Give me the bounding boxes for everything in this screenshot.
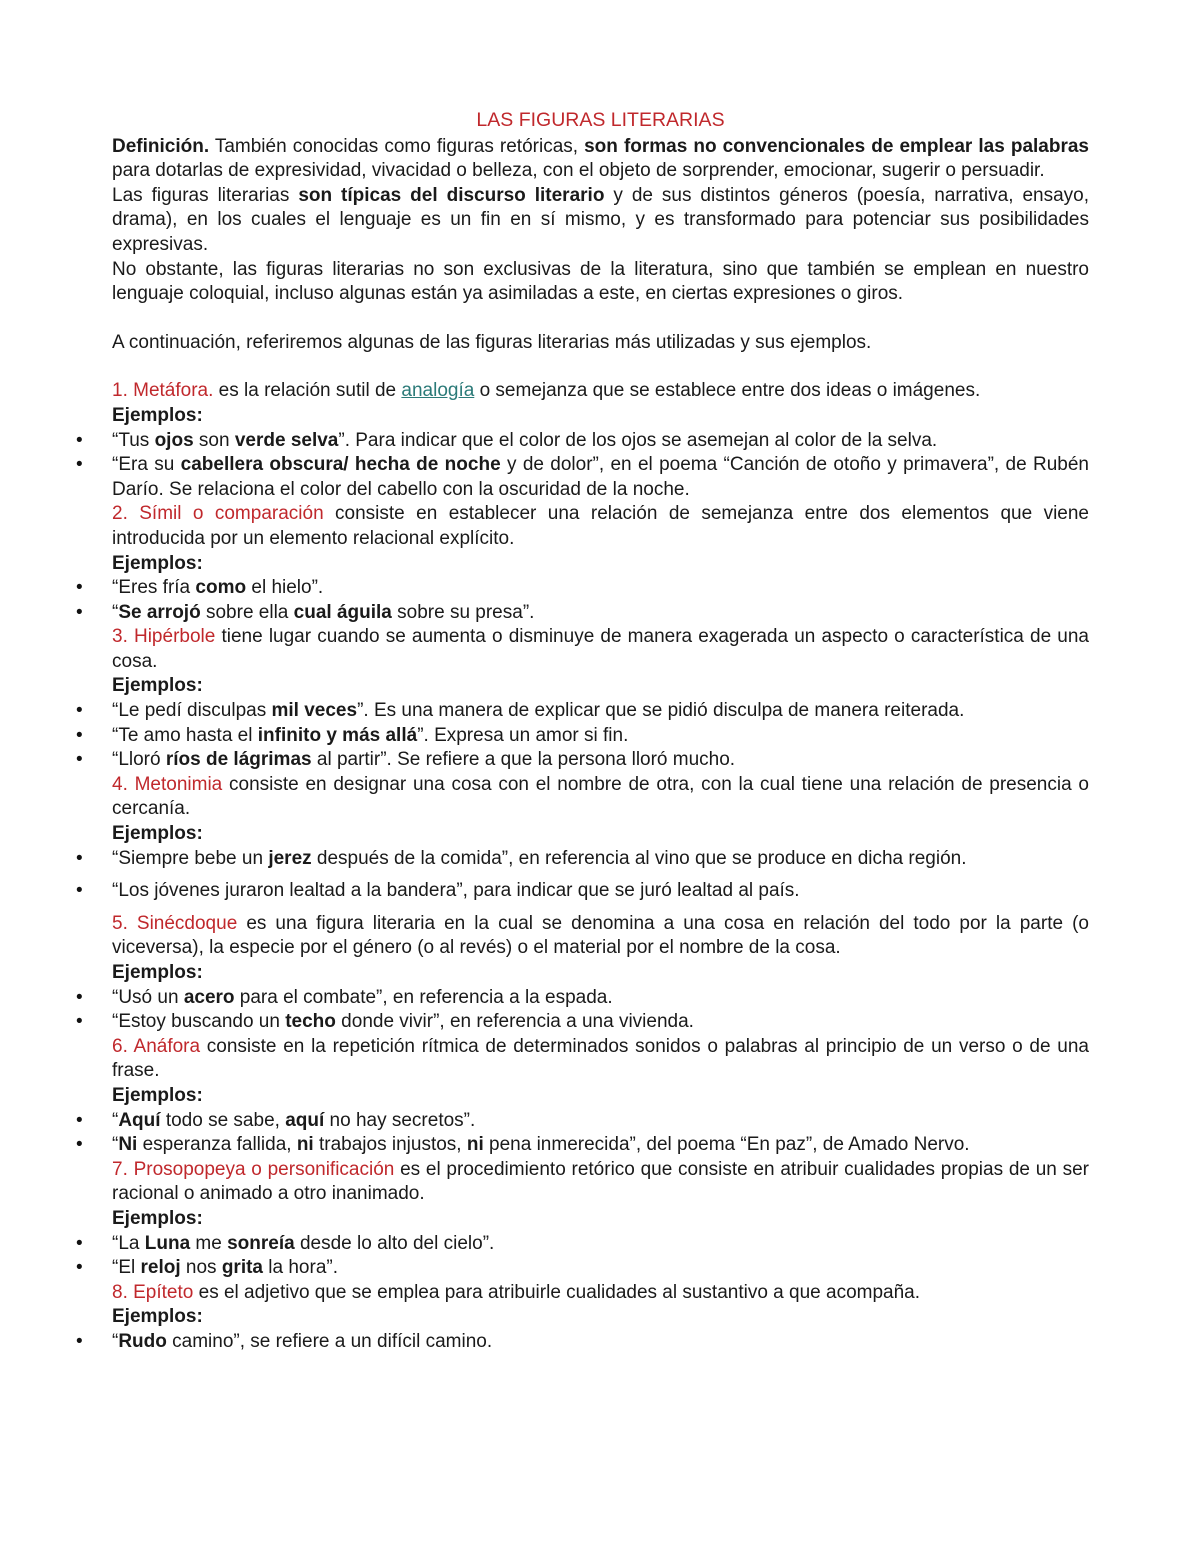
examples-label: Ejemplos: <box>112 1207 203 1229</box>
list-item: • “Los jóvenes juraron lealtad a la bandera”, para indicar que se juró lealtad al país. <box>112 879 1089 904</box>
figure-3-definition: 3. Hipérbole tiene lugar cuando se aumenta o disminuye de manera exagerada un aspecto o característica de una cosa. <box>112 626 1089 672</box>
document-title: LAS FIGURAS LITERARIAS <box>476 109 725 131</box>
definition-paragraph: Definición. También conocidas como figuras retóricas, son formas no convencionales de emplear las palabras para dotarlas de expresividad, vivacidad o belleza, con el objeto de sorprender, emocionar, sugerir o persuadir. <box>112 135 1090 182</box>
figure-1-definition: 1. Metáfora. es la relación sutil de analogía o semejanza que se establece entre dos ideas o imágenes. <box>112 380 981 402</box>
figure-7-name: 7. Prosopopeya o personificación <box>112 1158 395 1180</box>
list-item: • “Rudo camino”, se refiere a un difícil camino. <box>112 1330 1089 1355</box>
examples-label: Ejemplos: <box>112 1306 203 1328</box>
examples-label: Ejemplos: <box>112 1084 203 1106</box>
paragraph-coloquial: No obstante, las figuras literarias no son exclusivas de la literatura, sino que también se emplean en nuestro lenguaje coloquial, incluso algunas están ya asimiladas a este, en ciertas expresiones o giros. <box>112 258 1089 305</box>
figure-5-name: 5. Sinécdoque <box>112 912 238 934</box>
examples-label: Ejemplos: <box>112 823 203 845</box>
figure-1-name: 1. Metáfora. <box>112 380 214 402</box>
intro-paragraph: A continuación, referiremos algunas de las figuras literarias más utilizadas y sus ejemplos. <box>112 331 872 353</box>
list-item: • “Siempre bebe un jerez después de la comida”, en referencia al vino que se produce en dicha región. <box>112 847 1089 872</box>
list-item: • “La Luna me sonreía desde lo alto del cielo”. <box>112 1232 1089 1257</box>
figure-5-definition: 5. Sinécdoque es una figura literaria en la cual se denomina a una cosa en relación del todo por la parte (o viceversa), la especie por el género (o al revés) o el material por el nombre de la cosa. <box>112 912 1089 959</box>
list-item: • “Tus ojos son verde selva”. Para indicar que el color de los ojos se asemejan al color de la selva. <box>112 429 1089 454</box>
figure-4-definition: 4. Metonimia consiste en designar una cosa con el nombre de otra, con la cual tiene una relación de presencia o cercanía. <box>112 773 1089 820</box>
figure-3-name: 3. Hipérbole <box>112 626 216 648</box>
list-item: • “Aquí todo se sabe, aquí no hay secretos”. <box>112 1109 1089 1134</box>
definition-label: Definición. <box>112 135 210 157</box>
figure-6-name: 6. Anáfora <box>112 1035 201 1057</box>
list-item: • “Lloró ríos de lágrimas al partir”. Se refiere a que la persona lloró mucho. <box>112 748 1089 773</box>
document-body <box>112 108 1089 1355</box>
list-item: • “Era su cabellera obscura/ hecha de noche y de dolor”, en el poema “Canción de otoño y primavera”, de Rubén Darío. Se relaciona el color del cabello con la oscuridad de la noche. <box>112 453 1089 502</box>
figure-2-name: 2. Símil o comparación <box>112 503 324 525</box>
list-item: • “El reloj nos grita la hora”. <box>112 1256 1089 1281</box>
list-item: • “Te amo hasta el infinito y más allá”. Expresa un amor si fin. <box>112 724 1089 749</box>
figure-2-definition: 2. Símil o comparación consiste en establecer una relación de semejanza entre dos elementos que viene introducida por un elemento relacional explícito. <box>112 503 1089 549</box>
analogia-link[interactable]: analogía <box>401 380 475 402</box>
figure-8-name: 8. Epíteto <box>112 1281 194 1303</box>
list-item: • “Estoy buscando un techo donde vivir”, en referencia a una vivienda. <box>112 1010 1089 1035</box>
examples-label: Ejemplos: <box>112 404 203 426</box>
list-item: • “Ni esperanza fallida, ni trabajos injustos, ni pena inmerecida”, del poema “En paz”, de Amado Nervo. <box>112 1133 1089 1158</box>
figure-8-definition: 8. Epíteto es el adjetivo que se emplea para atribuirle cualidades al sustantivo a que acompaña. <box>112 1281 921 1303</box>
list-item: • “Usó un acero para el combate”, en referencia a la espada. <box>112 986 1089 1011</box>
list-item: • “Le pedí disculpas mil veces”. Es una manera de explicar que se pidió disculpa de manera reiterada. <box>112 699 1089 724</box>
examples-label: Ejemplos: <box>112 675 203 697</box>
list-item: • “Se arrojó sobre ella cual águila sobre su presa”. <box>112 601 1089 626</box>
examples-label: Ejemplos: <box>112 962 203 983</box>
figure-7-definition: 7. Prosopopeya o personificación es el procedimiento retórico que consiste en atribuir cualidades propias de un ser racional o animado a otro inanimado. <box>112 1158 1089 1205</box>
examples-label: Ejemplos: <box>112 552 203 574</box>
list-item: • “Eres fría como el hielo”. <box>112 576 1089 601</box>
figure-6-definition: 6. Anáfora consiste en la repetición rítmica de determinados sonidos o palabras al principio de un verso o de una frase. <box>112 1035 1089 1082</box>
paragraph-genres: Las figuras literarias son típicas del discurso literario y de sus distintos géneros (poesía, narrativa, ensayo, drama), en los cuales el lenguaje es un fin en sí mismo, y es transformado para potenciar sus posibilidades expresivas. <box>112 184 1089 255</box>
figure-4-name: 4. Metonimia <box>112 773 223 795</box>
